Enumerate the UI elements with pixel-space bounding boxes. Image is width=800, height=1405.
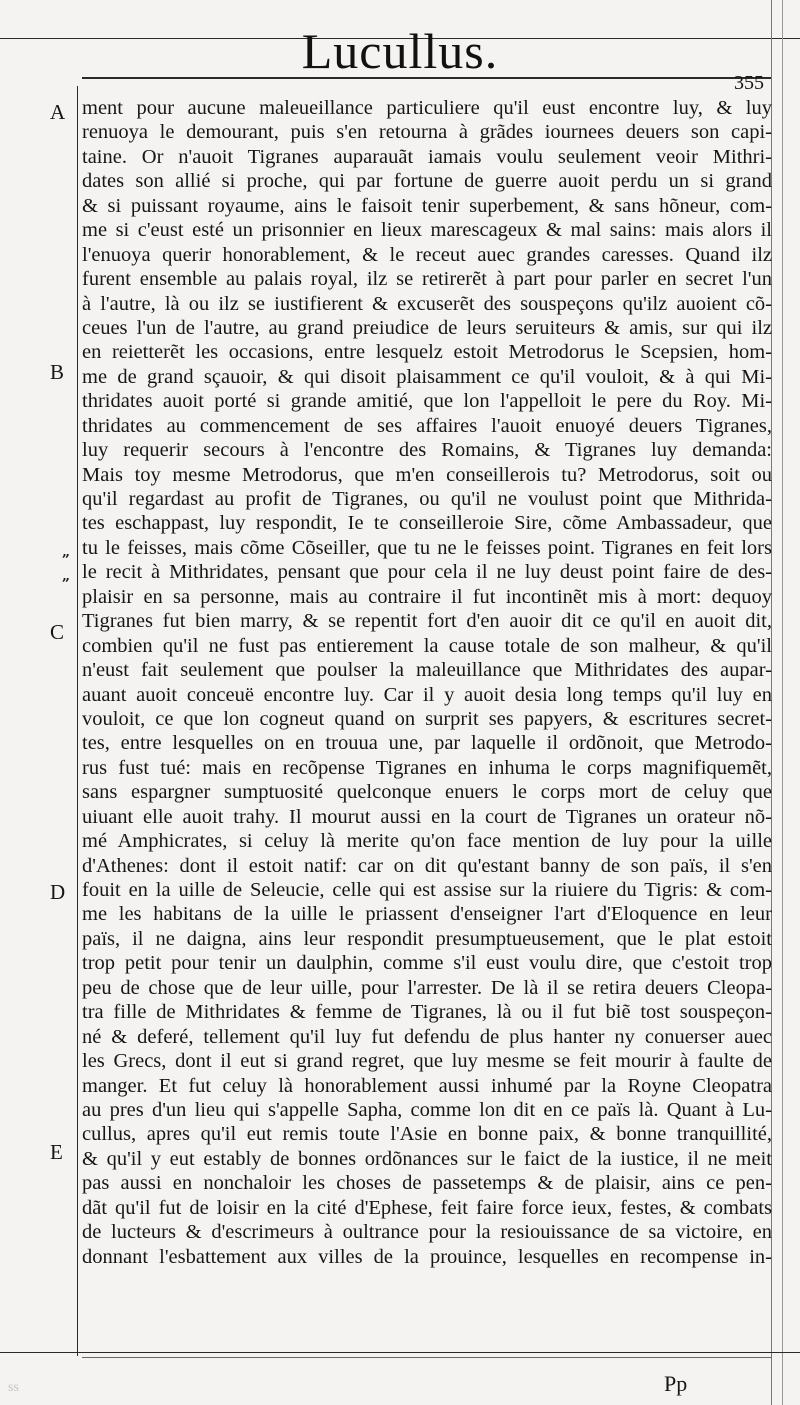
- margin-letter-b: B: [50, 360, 65, 384]
- text-line: renuoya le demourant, puis s'en retourna à grãdes iournees deuers son capi-: [82, 121, 772, 144]
- text-line: furent ensemble au palais royal, ilz se retirerẽt à part pour parler en secret l'un: [82, 268, 772, 291]
- text-line: fouit en la uille de Seleucie, celle qui est assise sur la riuiere du Tigris: & com-: [82, 879, 772, 901]
- text-line: peu de chose que de leur uille, pour l'arrester. De là il se retira deuers Cleopa-: [82, 976, 772, 999]
- body-text: [82, 96, 772, 1318]
- text-line: thridates au commencement de ses affaires l'auoit enuoyé deuers Tigranes,: [82, 414, 772, 437]
- margin-letter-d: D: [50, 880, 66, 904]
- text-line: d'Athenes: dont il estoit natif: car on dit qu'estant banny de son païs, il s'en: [82, 854, 772, 877]
- left-column-rule: [77, 86, 78, 1356]
- text-line: de lucteurs & d'escrimeurs à oultrance pour la resiouissance de sa victoire, en: [82, 1221, 772, 1244]
- text-line: les Grecs, dont il eut si grand regret, que luy mesme se feit mourir à faulte de: [82, 1050, 772, 1073]
- text-line: tes eschappast, luy respondit, Ie te conseilleroie Sire, cõme Ambassadeur, que: [82, 512, 772, 535]
- margin-letter-e: E: [50, 1140, 63, 1164]
- signature-mark: Pp: [664, 1371, 688, 1396]
- text-line: taine. Or n'auoit Tigranes auparauãt iamais voulu seulement veoir Mithri-: [82, 145, 772, 168]
- text-line: plaisir en sa personne, mais au contraire il fut incontinẽt mis à mort: dequoy: [82, 585, 772, 608]
- text-line: me de grand sçauoir, & qui disoit plaisamment ce qu'il vouloit, & à qui Mi-: [82, 365, 772, 388]
- text-line: en reietterẽt les occasions, entre lesquelz estoit Metrodorus le Scepsien, hom-: [82, 341, 772, 364]
- text-line: auant auoit conceuë encontre luy. Car il y auoit desia long temps qu'il luy en: [82, 683, 772, 706]
- quotation-mark-icon: „: [62, 568, 71, 584]
- text-line: l'enuoya querir honorablement, & le receut auec grandes caresses. Quand ilz: [82, 243, 772, 266]
- text-line: [82, 1269, 772, 1293]
- show-through-mark: ѕѕ: [8, 1380, 19, 1395]
- text-line: & qu'il y eut estably de bonnes ordõnances sur le faict de la iustice, il ne meit: [82, 1147, 772, 1170]
- text-line: ceues l'un de l'autre, au grand preiudice de leurs seruiteurs & amis, sur qui ilz: [82, 316, 772, 339]
- text-line: dãt qu'il fut de loisir en la cité d'Ephese, feit faire force ieux, festes, & combats: [82, 1196, 772, 1219]
- text-line: vouloit, ce que lon cogneut quand on surprit ses papyers, & escritures secret-: [82, 707, 772, 730]
- text-line: tes, entre lesquelles on en trouua une, par laquelle il ordõnoit, que Metrodo-: [82, 732, 772, 755]
- margin-letter-c: C: [50, 620, 65, 644]
- footer-rule-2: [82, 1357, 772, 1358]
- text-line: dates son allié si proche, qui par fortune de guerre auoit perdu un si grand: [82, 170, 772, 193]
- text-line: ment pour aucune maleueillance particuliere qu'il eust encontre luy, & luy: [82, 97, 772, 119]
- text-line: combien qu'il ne fust pas entierement la cause totale de son malheur, & qu'il: [82, 634, 772, 657]
- text-line: uiuant elle auoit trahy. Il mourut aussi en la court de Tigranes un orateur nõ-: [82, 805, 772, 828]
- page-number: 355: [734, 72, 764, 94]
- running-title: Lucullus.: [301, 23, 499, 79]
- text-line: & si puissant royaume, ains le faisoit tenir superbement, & sans hõneur, com-: [82, 194, 772, 217]
- text-line: rus fust tué: mais en recõpense Tigranes en inhuma le corps magnifiquemẽt,: [82, 756, 772, 779]
- text-line: à l'autre, là ou ilz se iustifierent & excuserẽt des souspeçons qu'ilz auoient cõ-: [82, 292, 772, 315]
- text-line: Tigranes fut bien marry, & se repentit fort d'en auoir dit ce qu'il en auoit dit,: [82, 610, 772, 633]
- quotation-mark-icon: „: [62, 544, 71, 560]
- text-line: [82, 1293, 772, 1317]
- text-line: me les habitans de la uille le priassent d'enseigner l'art d'Eloquence en leur: [82, 903, 772, 926]
- text-line: donnant l'esbattement aux villes de la prouince, lesquelles en recompense in-: [82, 1245, 772, 1268]
- text-line: me si c'eust esté un prisonnier en lieux marescageux & mal sains: mais alors il: [82, 219, 772, 242]
- margin-letter-a: A: [50, 100, 66, 124]
- text-line: thridates auoit porté si grande amitié, que lon l'appelloit le pere du Roy. Mi-: [82, 390, 772, 413]
- text-line: Mais toy mesme Metrodorus, que m'en conseillerois tu? Metrodorus, soit ou: [82, 463, 772, 486]
- text-line: au pres d'un lieu qui s'appelle Sapha, comme lon dit en ce païs là. Quant à Lu-: [82, 1098, 772, 1121]
- text-line: pas aussi en nonchaloir les choses de passetemps & de plaisir, ains ce pen-: [82, 1172, 772, 1195]
- right-page-edge-2: [782, 0, 783, 1405]
- text-line: sans espargner sumptuosité quelconque enuers le corps mort de celuy que: [82, 781, 772, 804]
- footer-rule: [0, 1352, 800, 1353]
- text-line: mé Amphicrates, si celuy là merite qu'on face mention de luy pour la uille: [82, 830, 772, 853]
- text-line: tu le feisses, mais cõme Cõseiller, que tu ne le feisses point. Tigranes en feit lors: [82, 536, 772, 559]
- text-line: tra fille de Mithridates & femme de Tigranes, là ou il fut biẽ tost souspeçon-: [82, 1001, 772, 1024]
- text-line: né & deferé, tellement qu'il luy fut defendu de plus hanter ny conuerser auec: [82, 1025, 772, 1048]
- text-line: manger. Et fut celuy là honorablement aussi inhumé par la Royne Cleopatra: [82, 1074, 772, 1097]
- text-line: qu'il regardast au profit de Tigranes, ou qu'il ne voulust point que Mithrida-: [82, 488, 772, 510]
- text-line: trop petit pour tenir un daulphin, comme s'il eust voulu dire, que c'estoit trop: [82, 952, 772, 975]
- text-line: luy requerir secours à l'encontre des Romains, & Tigranes luy demanda:: [82, 439, 772, 462]
- text-line: païs, il ne daigna, ains leur respondit presumptueusement, que le plat estoit: [82, 927, 772, 950]
- text-line: cullus, apres qu'il eut remis toute l'Asie en bonne paix, & bonne tranquillité,: [82, 1123, 772, 1146]
- text-line: n'eust fait seulement que poulser la maleuillance que Mithridates des aupar-: [82, 659, 772, 682]
- text-line: le recit à Mithridates, pensant que pour cela il ne luy deust point faire de des-: [82, 561, 772, 584]
